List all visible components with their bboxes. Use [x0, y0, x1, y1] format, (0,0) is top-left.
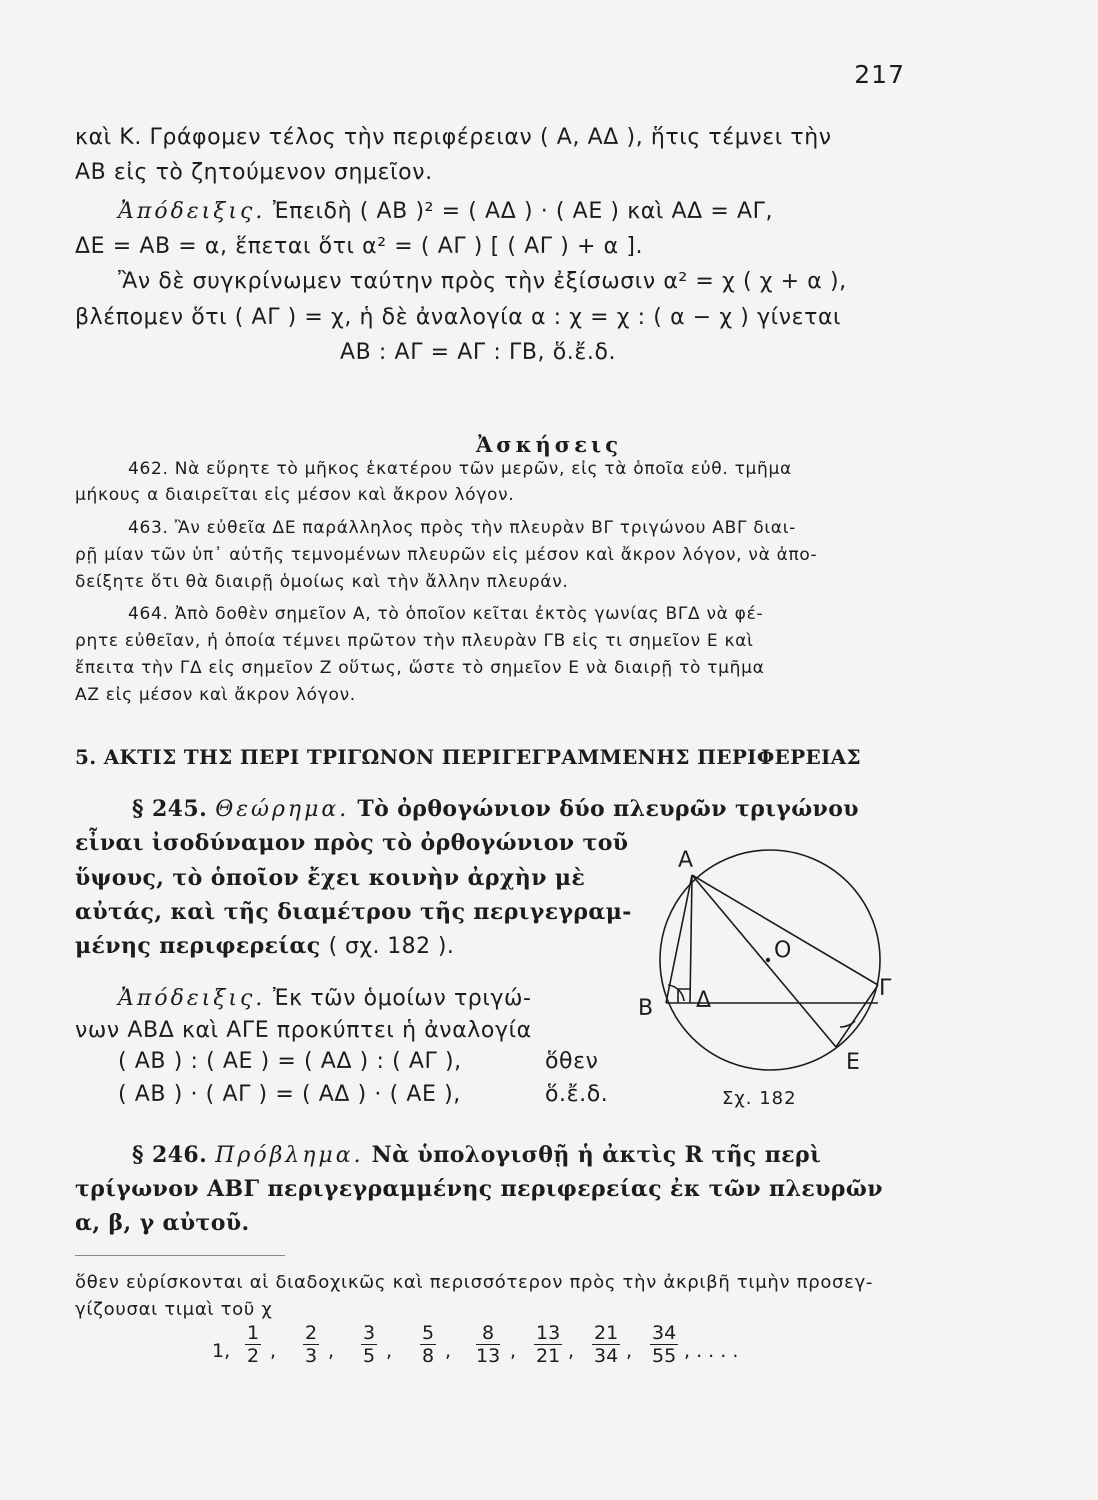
- theorem-245-number: § 245.: [132, 796, 208, 822]
- proof1-label: Ἀπόδειξις.: [118, 199, 266, 224]
- exercise-463-line-3: δείξητε ὅτι θὰ διαιρῇ ὁμοίως καὶ τὴν ἄλλην πλευράν.: [75, 572, 569, 592]
- fraction: $\frac{2}{3}$: [305, 1322, 318, 1367]
- intro-line-2: ΑΒ εἰς τὸ ζητούμενον σημεῖον.: [75, 160, 433, 185]
- fraction: $\frac{5}{8}$: [422, 1322, 435, 1367]
- chord-GE: [836, 985, 878, 1047]
- proof245-text-1: Ἐκ τῶν ὁμοίων τριγώ-: [272, 986, 532, 1011]
- exercise-464-line-1: 464. Ἀπὸ δοθὲν σημεῖον Α, τὸ ὁποῖον κεῖται ἐκτὸς γωνίας ΒΓΔ νὰ φέ-: [128, 604, 764, 624]
- theorem-245-line-2: εἶναι ἰσοδύναμον πρὸς τὸ ὀρθογώνιον τοῦ: [75, 830, 629, 856]
- proof245-equation-2-tail: ὅ.ἔ.δ.: [545, 1082, 609, 1107]
- fraction: $\frac{21}{34}$: [594, 1322, 619, 1367]
- exercise-464-line-3: ἔπειτα τὴν ΓΔ εἰς σημεῖον Ζ οὕτως, ὥστε τὸ σημεῖον Ε νὰ διαιρῇ τὸ τμῆμα: [75, 658, 765, 678]
- proof245-equation-1: ( ΑΒ ) : ( ΑΕ ) = ( ΑΔ ) : ( ΑΓ ),: [118, 1049, 462, 1074]
- proof1-line-1-text: Ἐπειδὴ ( ΑΒ )² = ( ΑΔ ) · ( ΑΕ ) καὶ ΑΔ = ΑΓ,: [272, 199, 774, 224]
- fraction-ellipsis: , . . . .: [684, 1340, 739, 1362]
- theorem-245-text-1: Τὸ ὀρθογώνιον δύο πλευρῶν τριγώνου: [357, 796, 859, 822]
- angle-mark-E: [840, 1021, 855, 1027]
- section-5-heading: 5. ΑΚΤΙΣ ΤΗΣ ΠΕΡΙ ΤΡΙΓΩΝΟΝ ΠΕΡΙΓΕΓΡΑΜΜΕΝΗΣ ΠΕΡΙΦΕΡΕΙΑΣ: [75, 745, 861, 769]
- footnote-line-1: ὅθεν εὑρίσκονται αἱ διαδοχικῶς καὶ περισσότερον πρὸς τὴν ἀκριβῆ τιμὴν προσεγ-: [75, 1272, 874, 1293]
- footnote-rule: [75, 1255, 285, 1256]
- figure-caption: Σχ. 182: [722, 1088, 797, 1109]
- label-E: Ε: [846, 1050, 860, 1075]
- figure-182-diagram: [590, 835, 890, 1120]
- label-A: Α: [678, 848, 694, 873]
- center-point: [766, 958, 770, 962]
- fraction-separator: ,: [328, 1340, 335, 1362]
- fraction: $\frac{3}{5}$: [363, 1322, 376, 1367]
- figure-reference: ( σχ. 182 ).: [328, 934, 455, 959]
- theorem-245-text-5: μένης περιφερείας: [75, 933, 321, 959]
- fraction-separator: ,: [626, 1340, 633, 1362]
- side-AB: [666, 875, 692, 1003]
- problem-246-label: Πρόβλημα.: [215, 1143, 364, 1168]
- exercise-464-line-4: ΑΖ εἰς μέσον καὶ ἄκρον λόγον.: [75, 685, 356, 705]
- angle-mark-B: [668, 985, 684, 1001]
- proof1-line-3: Ἂν δὲ συγκρίνωμεν ταύτην πρὸς τὴν ἐξίσωσιν α² = χ ( χ + α ),: [118, 269, 847, 294]
- side-AG: [692, 875, 878, 985]
- label-B: Β: [638, 996, 654, 1021]
- exercise-462-line-1: 462. Νὰ εὕρητε τὸ μῆκος ἑκατέρου τῶν μερῶν, εἰς τὰ ὁποῖα εὐθ. τμῆμα: [128, 459, 792, 479]
- label-G: Γ: [879, 976, 892, 1001]
- proof245-line-1: [118, 985, 532, 1013]
- fraction-separator: ,: [270, 1340, 277, 1362]
- problem-246-line-1: [132, 1140, 821, 1171]
- proof245-equation-2: ( ΑΒ ) · ( ΑΓ ) = ( ΑΔ ) · ( ΑΕ ),: [118, 1082, 461, 1107]
- fraction-separator: ,: [445, 1340, 452, 1362]
- theorem-245-line-3: ὕψους, τὸ ὁποῖον ἔχει κοινὴν ἀρχὴν μὲ: [75, 865, 586, 891]
- fraction: $\frac{8}{13}$: [476, 1322, 501, 1367]
- fraction-separator: ,: [510, 1340, 517, 1362]
- exercise-463-line-1: 463. Ἂν εὐθεῖα ΔΕ παράλληλος πρὸς τὴν πλευρὰν ΒΓ τριγώνου ΑΒΓ διαι-: [128, 518, 796, 538]
- fraction: $\frac{34}{55}$: [652, 1322, 677, 1367]
- theorem-245-line-4: αὐτάς, καὶ τῆς διαμέτρου τῆς περιγεγραμ-: [75, 899, 632, 925]
- theorem-245-line-1: [132, 794, 859, 825]
- problem-246-text-1: Νὰ ὑπολογισθῇ ἡ ἀκτὶς R τῆς περὶ: [371, 1142, 822, 1168]
- proof1-line-4: βλέπομεν ὅτι ( ΑΓ ) = χ, ἡ δὲ ἀναλογία α : χ = χ : ( α − χ ) γίνεται: [75, 305, 842, 330]
- exercises-heading: Ἀσκήσεις: [476, 432, 622, 457]
- proof1-line-1: [118, 198, 773, 226]
- fraction: $\frac{1}{2}$: [247, 1322, 260, 1367]
- problem-246-number: § 246.: [132, 1142, 208, 1168]
- proof245-label: Ἀπόδειξις.: [118, 986, 266, 1011]
- proof245-line-2: νων ΑΒΔ καὶ ΑΓΕ προκύπτει ἡ ἀναλογία: [75, 1018, 532, 1043]
- fraction-separator: ,: [386, 1340, 393, 1362]
- page-number: 217: [854, 60, 905, 89]
- footnote-line-2: γίζουσαι τιμαὶ τοῦ χ: [75, 1299, 273, 1320]
- altitude-AD: [690, 875, 692, 1003]
- problem-246-line-3: α, β, γ αὐτοῦ.: [75, 1210, 250, 1236]
- exercise-464-line-2: ρητε εὐθεῖαν, ἡ ὁποία τέμνει πρῶτον τὴν πλευρὰν ΓΒ εἰς τι σημεῖον Ε καὶ: [75, 631, 754, 651]
- problem-246-line-2: τρίγωνον ΑΒΓ περιγεγραμμένης περιφερείας ἐκ τῶν πλευρῶν: [75, 1176, 883, 1202]
- proof245-equation-1-tail: ὅθεν: [545, 1049, 599, 1074]
- label-O: Ο: [774, 938, 792, 963]
- exercise-462-line-2: μήκους α διαιρεῖται εἰς μέσον καὶ ἄκρον λόγον.: [75, 485, 515, 505]
- label-D: Δ: [696, 988, 712, 1013]
- intro-line-1: καὶ Κ. Γράφομεν τέλος τὴν περιφέρειαν ( Α, ΑΔ ), ἥτις τέμνει τὴν: [75, 125, 832, 150]
- fraction-separator: ,: [568, 1340, 575, 1362]
- fraction: $\frac{13}{21}$: [536, 1322, 561, 1367]
- footnote-first-value: 1,: [212, 1340, 231, 1362]
- proof1-line-2: ΔΕ = ΑΒ = α, ἕπεται ὅτι α² = ( ΑΓ ) [ ( ΑΓ ) + α ].: [75, 234, 644, 259]
- theorem-245-label: Θεώρημα.: [215, 797, 350, 822]
- theorem-245-line-5: [75, 931, 454, 962]
- exercise-463-line-2: ρῇ μίαν τῶν ὑπ᾽ αὐτῆς τεμνομένων πλευρῶν εἰς μέσον καὶ ἄκρον λόγον, νὰ ἀπο-: [75, 545, 818, 565]
- proof1-line-5: ΑΒ : ΑΓ = ΑΓ : ΓΒ, ὅ.ἔ.δ.: [340, 340, 617, 365]
- diameter-AE: [692, 875, 836, 1047]
